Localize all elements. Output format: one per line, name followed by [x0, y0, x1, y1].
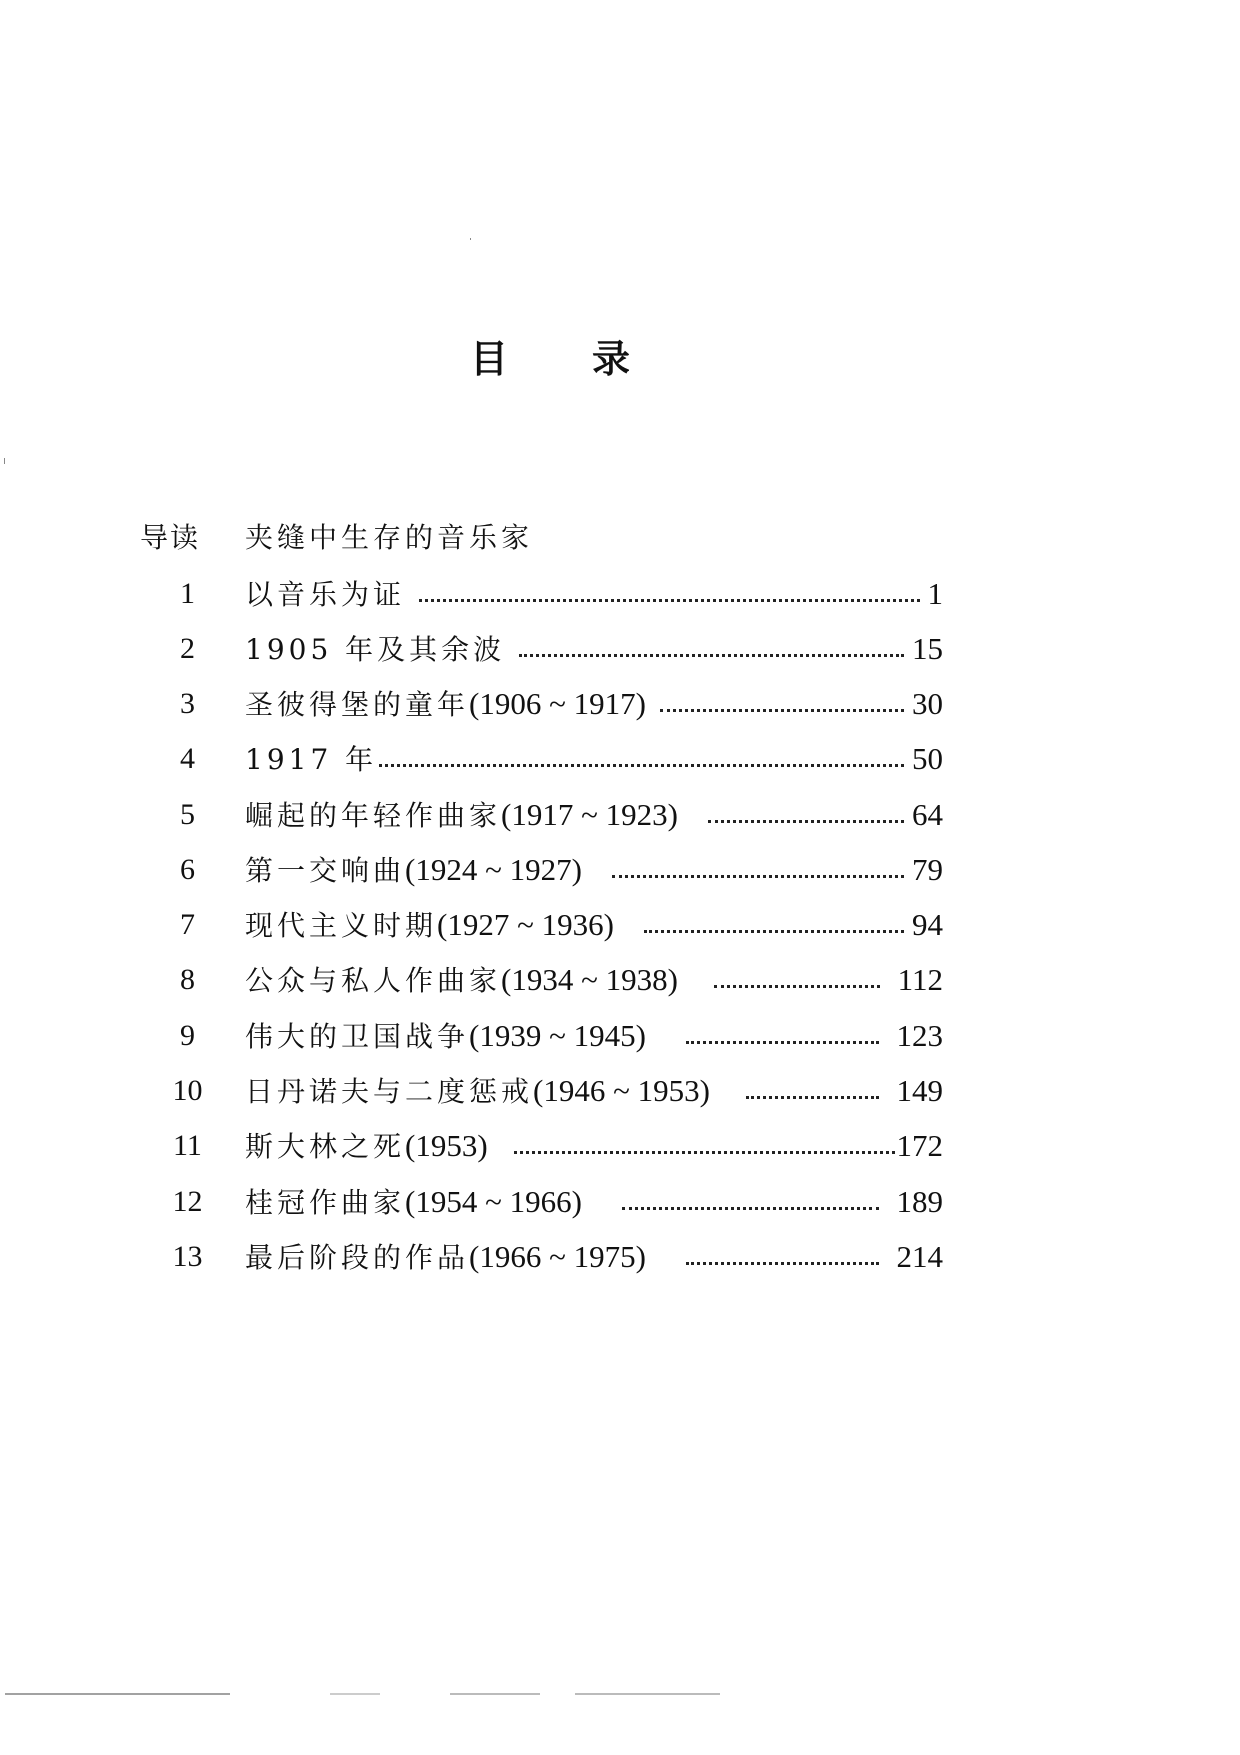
page-number: 15 — [912, 631, 943, 666]
chapter-number: 12 — [172, 1185, 203, 1218]
chapter-title: 崛起的年轻作曲家(1917 ~ 1923) — [245, 797, 678, 832]
dot-leader — [660, 709, 904, 712]
toc-row-8[interactable] — [0, 956, 1240, 1004]
chapter-title: 最后阶段的作品(1966 ~ 1975) — [245, 1239, 646, 1274]
chapter-title: 公众与私人作曲家(1934 ~ 1938) — [245, 962, 678, 997]
chapter-number: 10 — [172, 1074, 203, 1107]
chapter-number: 9 — [180, 1019, 195, 1052]
toc-row-3[interactable] — [0, 680, 1240, 728]
chapter-number: 3 — [180, 687, 195, 720]
toc-row-10[interactable] — [0, 1067, 1240, 1115]
page-number: 149 — [896, 1073, 943, 1108]
page-number: 1 — [927, 576, 943, 611]
scan-edge-artifact — [450, 1693, 540, 1695]
scan-edge-artifact — [575, 1693, 720, 1695]
page-number: 112 — [897, 962, 943, 997]
toc-row-1[interactable] — [0, 570, 1240, 618]
toc-row-12[interactable] — [0, 1178, 1240, 1226]
page-number: 50 — [912, 741, 943, 776]
page-number: 94 — [912, 907, 943, 942]
page-number: 79 — [912, 852, 943, 887]
scan-mark — [470, 238, 471, 240]
chapter-number: 13 — [172, 1240, 203, 1273]
dot-leader — [419, 599, 919, 602]
scan-edge-artifact — [5, 1693, 230, 1695]
chapter-title: 第一交响曲(1924 ~ 1927) — [245, 852, 582, 887]
toc-intro-row[interactable] — [0, 514, 1240, 562]
dot-leader — [714, 985, 880, 988]
page-title — [0, 328, 1100, 383]
dot-leader — [612, 875, 904, 878]
dot-leader — [379, 764, 904, 767]
toc-row-7[interactable] — [0, 901, 1240, 949]
toc-row-9[interactable] — [0, 1012, 1240, 1060]
chapter-number: 1 — [180, 577, 195, 610]
title-char-1: 目 — [469, 337, 508, 381]
chapter-title: 现代主义时期(1927 ~ 1936) — [245, 907, 614, 942]
chapter-title: 圣彼得堡的童年(1906 ~ 1917) — [245, 686, 646, 721]
page-number: 172 — [896, 1128, 943, 1163]
toc-row-6[interactable] — [0, 846, 1240, 894]
chapter-number: 8 — [180, 963, 195, 996]
page-number: 214 — [896, 1239, 943, 1274]
dot-leader — [686, 1262, 879, 1265]
chapter-number: 2 — [180, 632, 195, 665]
chapter-number: 11 — [173, 1129, 202, 1162]
chapter-number: 4 — [180, 742, 195, 775]
intro-label: 导读 — [140, 521, 201, 554]
intro-title: 夹缝中生存的音乐家 — [245, 521, 534, 554]
page-number: 123 — [896, 1018, 943, 1053]
dot-leader — [708, 820, 904, 823]
chapter-title: 1917 年 — [245, 743, 378, 776]
chapter-title: 斯大林之死(1953) — [245, 1128, 488, 1163]
dot-leader — [686, 1041, 879, 1044]
dot-leader — [622, 1207, 879, 1210]
title-char-2: 录 — [592, 337, 631, 381]
chapter-title: 桂冠作曲家(1954 ~ 1966) — [245, 1184, 582, 1219]
chapter-title: 1905 年及其余波 — [245, 633, 506, 666]
chapter-number: 6 — [180, 853, 195, 886]
chapter-number: 7 — [180, 908, 195, 941]
dot-leader — [746, 1096, 879, 1099]
dot-leader — [644, 930, 904, 933]
toc-row-2[interactable] — [0, 625, 1240, 673]
page-number: 64 — [912, 797, 943, 832]
page-number: 30 — [912, 686, 943, 721]
chapter-title: 日丹诺夫与二度惩戒(1946 ~ 1953) — [245, 1073, 710, 1108]
page-number: 189 — [896, 1184, 943, 1219]
chapter-title: 伟大的卫国战争(1939 ~ 1945) — [245, 1018, 646, 1053]
scan-mark — [4, 458, 5, 464]
toc-row-11[interactable] — [0, 1122, 1240, 1170]
toc-row-5[interactable] — [0, 791, 1240, 839]
toc-row-13[interactable] — [0, 1233, 1240, 1281]
dot-leader — [519, 654, 904, 657]
toc-row-4[interactable] — [0, 735, 1240, 783]
chapter-number: 5 — [180, 798, 195, 831]
chapter-title: 以音乐为证 — [245, 578, 406, 611]
dot-leader — [514, 1151, 895, 1154]
scan-edge-artifact — [330, 1693, 380, 1695]
